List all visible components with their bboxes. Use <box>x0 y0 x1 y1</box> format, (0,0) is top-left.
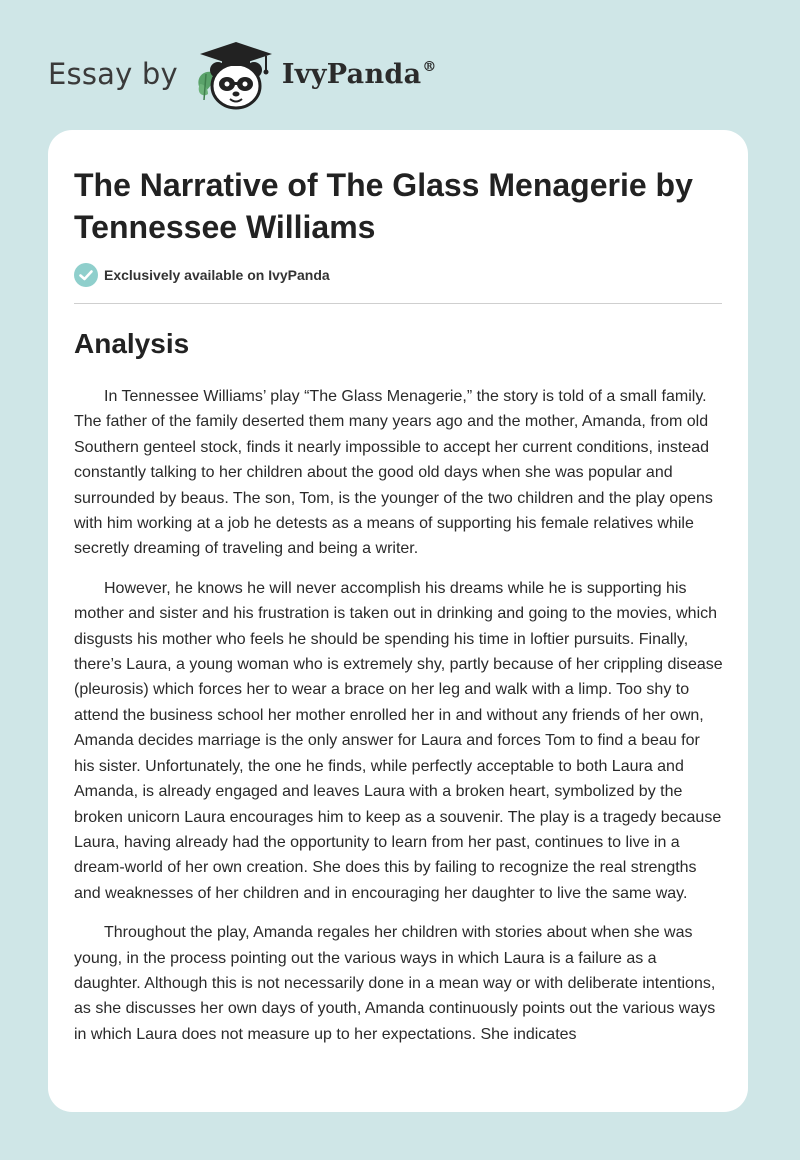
essay-title: The Narrative of The Glass Menagerie by Tennessee Williams <box>74 167 693 245</box>
essay-by-label: Essay by <box>48 57 178 91</box>
registered-mark: ® <box>422 58 437 75</box>
section-heading: Analysis <box>74 328 190 359</box>
panda-graduate-icon[interactable] <box>192 34 276 114</box>
brand-text: IvyPanda <box>281 58 422 90</box>
paragraph: In Tennessee Williams’ play “The Glass Menagerie,” the story is told of a small family. The father of the family deserted them many years ago and the mother, Amanda, from old Southern genteel stock, finds it nearly impossible to accept her current conditions, instead constantly talking to her children about the good old days when she was popular and surrounded by beaus. The son, Tom, is the younger of the two children and the play opens with him working at a job he detests as a means of supporting his female relatives while secretly dreaming of traveling and being a writer. <box>74 388 713 558</box>
exclusive-badge <box>74 263 330 287</box>
brand-name[interactable] <box>282 59 437 90</box>
essay-body <box>74 384 724 1061</box>
paragraph: Throughout the play, Amanda regales her children with stories about when she was young, in the process pointing out the various ways in which Laura is a failure as a daughter. Although this is not necessarily done in a mean way or with deliberate intentions, as she discusses her own days of youth, Amanda continuously points out the various ways in which Laura does not measure up to her expectations. She indicates <box>74 924 716 1043</box>
essay-card <box>48 130 748 1112</box>
exclusive-label: Exclusively available on IvyPanda <box>104 267 330 283</box>
check-badge-icon <box>74 263 98 287</box>
paragraph: However, he knows he will never accomplish his dreams while he is supporting his mother and sister and his frustration is taken out in drinking and going to the movies, which disgusts his mother who feels he should be spending his time in loftier pursuits. Finally, there’s Laura, a young woman who is extremely shy, partly because of her crippling disease (pleurosis) which forces her to wear a brace on her leg and walk with a limp. Too shy to attend the business school her mother enrolled her in and without any friends of her own, Amanda decides marriage is the only answer for Laura and forces Tom to find a beau for his sister. Unfortunately, the one he finds, while perfectly acceptable to both Laura and Amanda, is already engaged and leaves Laura with a broken heart, symbolized by the broken unicorn Laura encourages him to keep as a souvenir. The play is a tragedy because Laura, having already had the opportunity to learn from her past, continues to live in a dream-world of her own creation. She does this by failing to recognize the real strengths and weaknesses of her children and in encouraging her daughter to live the same way. <box>74 579 723 902</box>
divider <box>74 303 722 304</box>
site-header <box>48 34 437 114</box>
